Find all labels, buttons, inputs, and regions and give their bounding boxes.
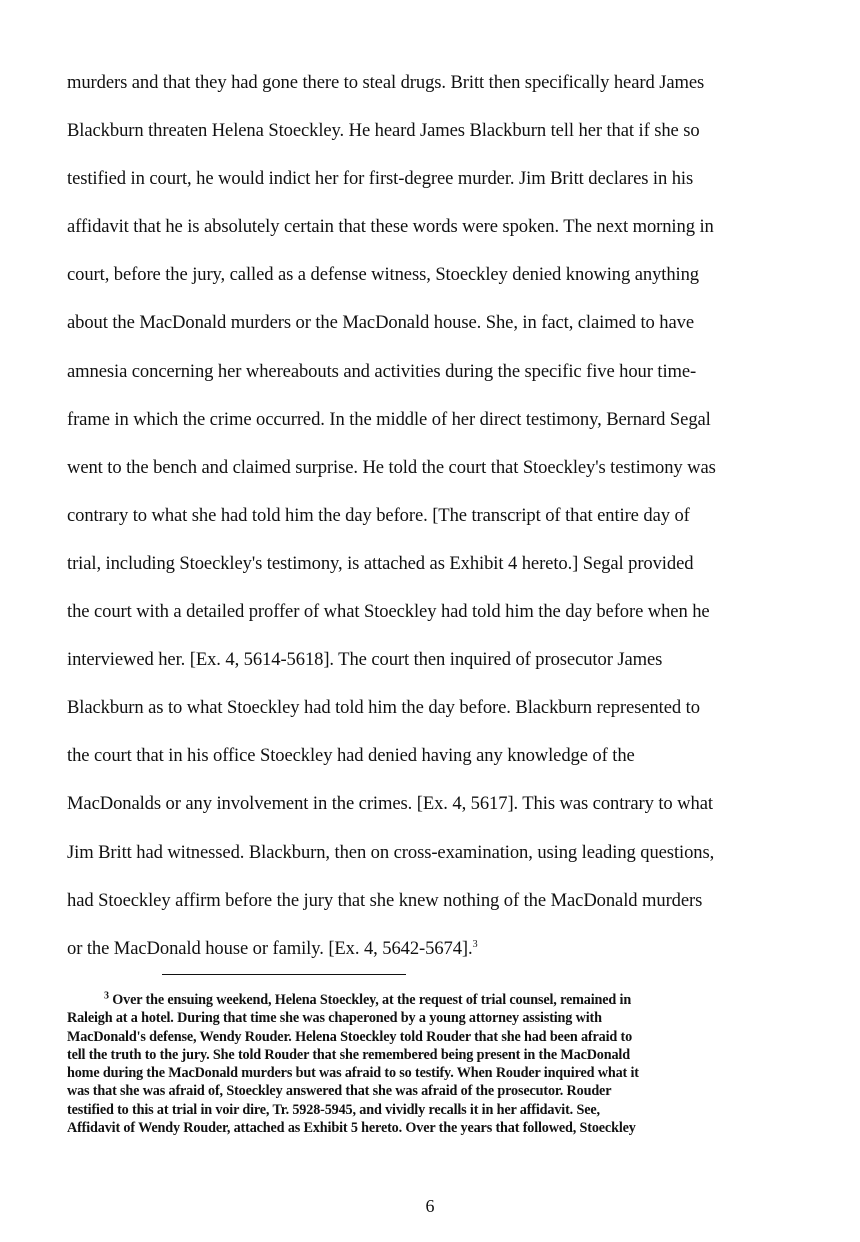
footnote-reference: 3	[472, 938, 478, 950]
body-line: interviewed her. [Ex. 4, 5614-5618]. The court then inquired of prosecutor James	[67, 649, 663, 671]
body-line: Blackburn threaten Helena Stoeckley. He heard James Blackburn tell her that if she so	[67, 120, 700, 142]
footnote-line: was that she was afraid of, Stoeckley answered that she was afraid of the prosecutor. Rouder	[67, 1083, 612, 1100]
body-line: affidavit that he is absolutely certain that these words were spoken. The next morning in	[67, 216, 714, 238]
body-line: testified in court, he would indict her for first-degree murder. Jim Britt declares in his	[67, 168, 694, 190]
footnote-line: home during the MacDonald murders but was afraid to so testify. When Rouder inquired what it	[67, 1065, 639, 1082]
body-line: had Stoeckley affirm before the jury that she knew nothing of the MacDonald murders	[67, 889, 703, 911]
body-line: the court that in his office Stoeckley had denied having any knowledge of the	[67, 745, 635, 767]
footnote-block	[67, 991, 807, 1137]
footnote-line: MacDonald's defense, Wendy Rouder. Helena Stoeckley told Rouder that she had been afraid to	[67, 1028, 633, 1045]
body-line: Blackburn as to what Stoeckley had told him the day before. Blackburn represented to	[67, 697, 700, 719]
footnote-marker: 3	[104, 990, 109, 1002]
footnote-text: Over the ensuing weekend, Helena Stoeckley, at the request of trial counsel, remained in	[112, 992, 632, 1008]
body-line: Jim Britt had witnessed. Blackburn, then on cross-examination, using leading questions,	[67, 841, 715, 863]
body-line: murders and that they had gone there to steal drugs. Britt then specifically heard James	[67, 72, 705, 93]
body-line: amnesia concerning her whereabouts and activities during the specific five hour time-	[67, 360, 697, 382]
body-line: the court with a detailed proffer of what Stoeckley had told him the day before when he	[67, 601, 710, 623]
body-line: about the MacDonald murders or the MacDonald house. She, in fact, claimed to have	[67, 312, 694, 334]
body-line: went to the bench and claimed surprise. He told the court that Stoeckley's testimony was	[67, 456, 716, 478]
footnote-separator	[162, 974, 406, 975]
footnote-line: Raleigh at a hotel. During that time she was chaperoned by a young attorney assisting with	[67, 1010, 602, 1027]
body-line: contrary to what she had told him the day before. [The transcript of that entire day of	[67, 504, 690, 526]
page-number: 6	[425, 1196, 435, 1216]
footnote-line-first	[67, 991, 807, 1009]
footnote-line: tell the truth to the jury. She told Rouder that she remembered being present in the MacDonald	[67, 1046, 630, 1063]
footnote-line: testified to this at trial in voir dire, Tr. 5928-5945, and vividly recalls it in her affidavit. See,	[67, 1101, 600, 1118]
body-text	[67, 66, 807, 980]
body-line: court, before the jury, called as a defense witness, Stoeckley denied knowing anything	[67, 264, 699, 286]
body-line: frame in which the crime occurred. In the middle of her direct testimony, Bernard Segal	[67, 408, 711, 430]
body-line-text: or the MacDonald house or family. [Ex. 4, 5642-5674].	[67, 937, 473, 959]
footnote-line: Affidavit of Wendy Rouder, attached as Exhibit 5 hereto. Over the years that followed, Stoeckley	[67, 1120, 636, 1137]
body-line: trial, including Stoeckley's testimony, is attached as Exhibit 4 hereto.] Segal provided	[67, 552, 694, 574]
body-line-last	[67, 932, 807, 980]
body-line: MacDonalds or any involvement in the crimes. [Ex. 4, 5617]. This was contrary to what	[67, 793, 713, 815]
